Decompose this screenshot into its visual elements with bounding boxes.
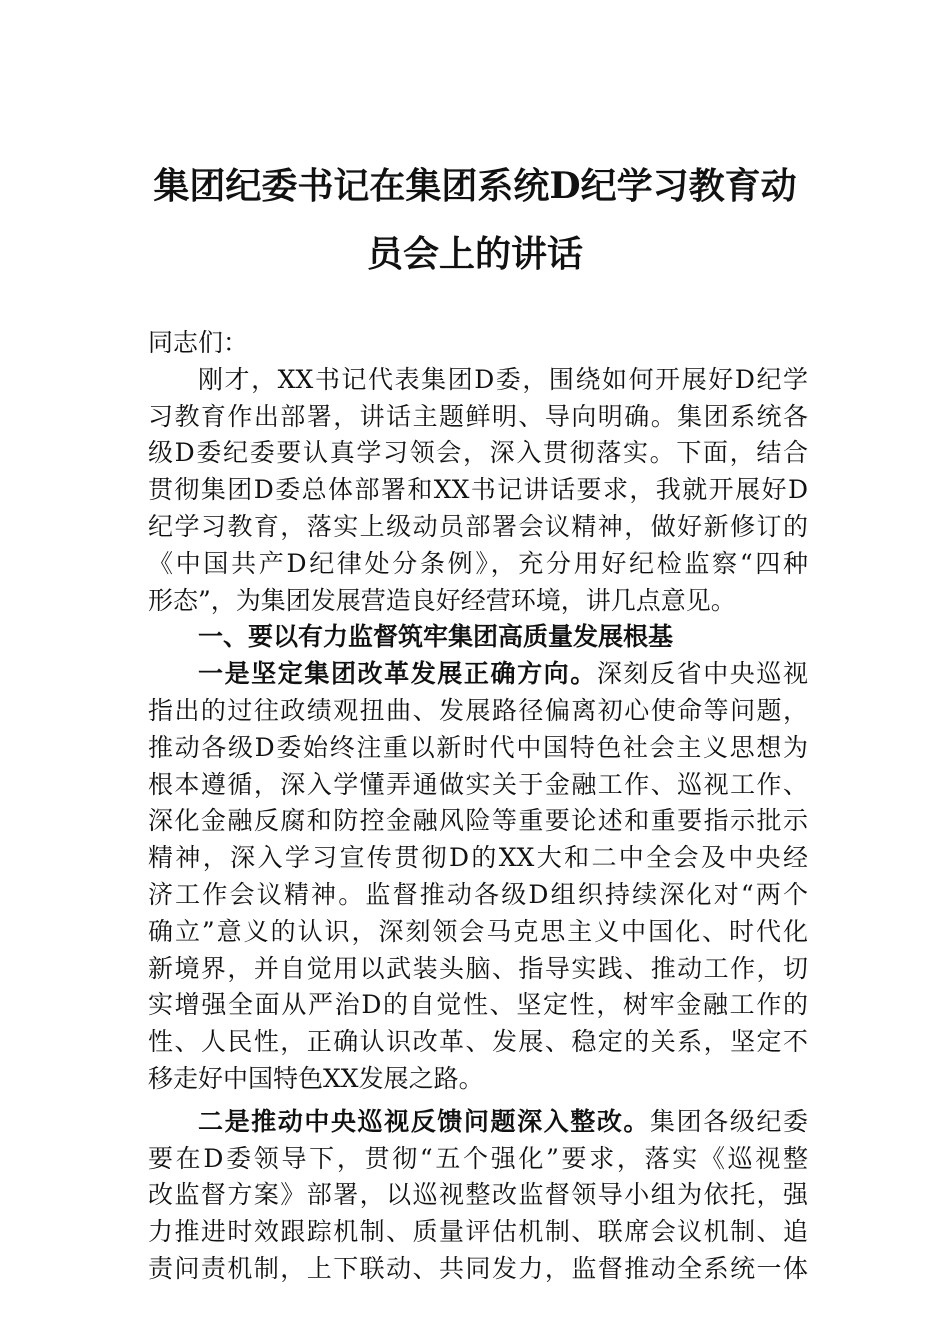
document-title-line-2: 员会上的讲话 xyxy=(366,233,583,275)
paragraph-line: 新境界，并自觉用以武装头脑、指导实践、推动工作，切 xyxy=(148,953,808,983)
intro-line: 纪学习教育，落实上级动员部署会议精神，做好新修订的 xyxy=(148,511,808,541)
intro-line: 贯彻集团D委总体部署和XX书记讲话要求，我就开展好D xyxy=(148,475,808,505)
paragraph-line: 确立”意义的认识，深刻领会马克思主义中国化、时代化 xyxy=(148,916,808,946)
paragraph-line: 要在D委领导下，贯彻“五个强化”要求，落实《巡视整 xyxy=(148,1143,808,1173)
paragraph-text: 深刻反省中央巡视 xyxy=(596,659,808,689)
paragraph-line: 移走好中国特色XX发展之路。 xyxy=(148,1063,484,1093)
paragraph-line: 深化金融反腐和防控金融风险等重要论述和重要指示批示 xyxy=(148,806,808,836)
paragraph-line: 性、人民性，正确认识改革、发展、稳定的关系，坚定不 xyxy=(148,1027,808,1057)
paragraph-text: 集团各级纪委 xyxy=(650,1106,808,1136)
paragraph-line: 力推进时效跟踪机制、质量评估机制、联席会议机制、追 xyxy=(148,1217,808,1247)
paragraph-line: 精神，深入学习宣传贯彻D的XX大和二中全会及中央经 xyxy=(148,843,808,873)
intro-line: 习教育作出部署，讲话主题鲜明、导向明确。集团系统各 xyxy=(148,401,808,431)
section-heading-1: 一、要以有力监督筑牢集团高质量发展根基 xyxy=(198,622,674,652)
paragraph-2 xyxy=(148,1104,808,1288)
paragraph-line xyxy=(148,1104,808,1141)
paragraph-line: 实增强全面从严治D的自觉性、坚定性，树牢金融工作的 xyxy=(148,990,808,1020)
paragraph-line: 济工作会议精神。监督推动各级D组织持续深化对“两个 xyxy=(148,879,808,909)
document-title-line-1: 集团纪委书记在集团系统D纪学习教育动 xyxy=(153,165,797,207)
paragraph-lead: 二是推动中央巡视反馈问题深入整改。 xyxy=(198,1106,651,1136)
paragraph-1 xyxy=(148,656,808,1098)
document-body xyxy=(148,325,808,1288)
paragraph-line: 责问责机制，上下联动、共同发力，监督推动全系统一体 xyxy=(148,1253,808,1283)
paragraph-line: 指出的过往政绩观扭曲、发展路径偏离初心使命等问题， xyxy=(148,695,808,725)
intro-paragraph xyxy=(148,362,808,620)
intro-line: 《中国共产D纪律处分条例》，充分用好纪检监察“四种 xyxy=(148,548,808,578)
intro-line: 形态”，为集团发展营造良好经营环境，讲几点意见。 xyxy=(148,585,736,615)
intro-line: 刚才，XX书记代表集团D委，围绕如何开展好D纪学 xyxy=(198,364,808,394)
salutation: 同志们： xyxy=(148,328,249,357)
paragraph-line: 推动各级D委始终注重以新时代中国特色社会主义思想为 xyxy=(148,732,808,762)
paragraph-line: 改监督方案》部署，以巡视整改监督领导小组为依托，强 xyxy=(148,1180,808,1210)
paragraph-line: 根本遵循，深入学懂弄通做实关于金融工作、巡视工作、 xyxy=(148,769,808,799)
intro-line: 级D委纪委要认真学习领会，深入贯彻落实。下面，结合 xyxy=(148,438,808,468)
paragraph-line xyxy=(148,656,808,693)
paragraph-lead: 一是坚定集团改革发展正确方向。 xyxy=(198,659,597,689)
